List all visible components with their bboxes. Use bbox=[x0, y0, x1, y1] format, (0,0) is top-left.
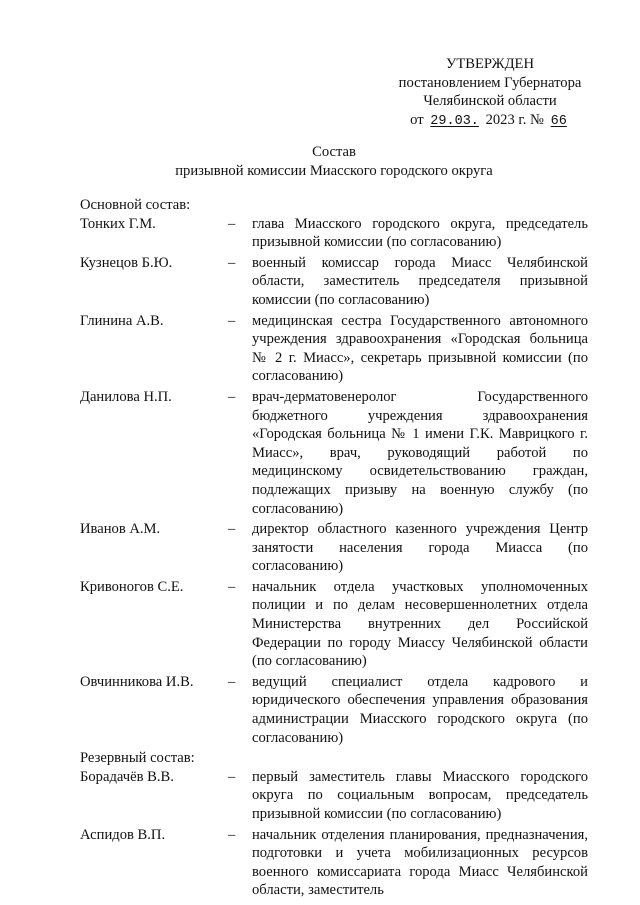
member-name: Кузнецов Б.Ю. bbox=[80, 254, 173, 271]
approval-line-2: Челябинской области bbox=[423, 93, 557, 110]
reserve-members-list bbox=[80, 768, 588, 900]
date-prefix: от bbox=[410, 111, 424, 128]
member-entry bbox=[80, 520, 588, 576]
title-line-2: призывной комиссии Миасского городского округа bbox=[175, 162, 493, 179]
title-line-1: Состав bbox=[312, 144, 356, 160]
reserve-section-heading: Резервный состав: bbox=[80, 750, 195, 767]
member-role: медицинская сестра Государственного автономного учреждения здравоохранения «Городская больница № 2 г. Миасс», секретарь призывной комиссии (по согласованию) bbox=[252, 312, 588, 385]
main-section-heading: Основной состав: bbox=[80, 197, 191, 213]
member-role: врач-дерматовенеролог Государственного бюджетного учреждения здравоохранения «Городская больница № 1 имени Г.К. Маврицкого г. Миасс», врач, руководящий работой по медицинскому освидетельствованию граждан, подлежащих призыву на военную службу (по согласованию) bbox=[252, 388, 588, 517]
dash-separator: – bbox=[228, 388, 236, 405]
dash-separator: – bbox=[228, 768, 236, 785]
member-role: начальник отдела участковых уполномоченных полиции и по делам несовершеннолетних отдела Министерства внутренних дел Российской Федерации по городу Миассу Челябинской области (по согласованию) bbox=[252, 578, 588, 670]
member-entry bbox=[80, 578, 588, 671]
member-role: военный комиссар города Миасс Челябинской области, заместитель председателя призывной комиссии (по согласованию) bbox=[252, 254, 588, 308]
member-name: Данилова Н.П. bbox=[80, 388, 172, 405]
member-entry bbox=[80, 312, 588, 386]
member-name: Иванов А.М. bbox=[80, 521, 161, 538]
member-name: Кривоногов С.Е. bbox=[80, 578, 184, 595]
member-role: глава Миасского городского округа, председатель призывной комиссии (по согласованию) bbox=[252, 215, 588, 251]
member-name: Овчинникова И.В. bbox=[80, 673, 194, 690]
member-role: ведущий специалист отдела кадрового и юридического обеспечения управления образования администрации Миасского городского округа (по согласованию) bbox=[252, 673, 588, 746]
date-value: 29.03. bbox=[430, 113, 479, 129]
year-text: 2023 г. № bbox=[485, 111, 544, 128]
member-entry bbox=[80, 254, 588, 310]
document-title bbox=[80, 143, 588, 180]
member-name: Борадачёв В.В. bbox=[80, 768, 174, 785]
member-name: Тонких Г.М. bbox=[80, 215, 156, 232]
dash-separator: – bbox=[228, 254, 236, 271]
member-name: Аспидов В.П. bbox=[80, 826, 166, 843]
dash-separator: – bbox=[228, 312, 236, 329]
member-entry bbox=[80, 215, 588, 252]
member-entry bbox=[80, 768, 588, 824]
member-entry bbox=[80, 826, 588, 900]
member-role: начальник отделения планирования, предназначения, подготовки и учета мобилизационных ресурсов военного комиссариата города Миасс Челябинской области, заместитель bbox=[252, 826, 588, 899]
dash-separator: – bbox=[228, 578, 236, 595]
approval-date-line bbox=[380, 111, 600, 130]
member-role: первый заместитель главы Миасского городского округа по социальным вопросам, председатель призывной комиссии (по согласованию) bbox=[252, 768, 588, 822]
approval-line-1: постановлением Губернатора bbox=[398, 74, 582, 91]
commission-roster bbox=[80, 196, 588, 902]
dash-separator: – bbox=[228, 673, 236, 690]
dash-separator: – bbox=[228, 215, 236, 232]
member-role: директор областного казенного учреждения Центр занятости населения города Миасса (по согласованию) bbox=[252, 521, 588, 575]
member-entry bbox=[80, 388, 588, 518]
dash-separator: – bbox=[228, 826, 236, 843]
member-name: Глинина А.В. bbox=[80, 312, 164, 329]
member-entry bbox=[80, 673, 588, 747]
approval-heading: УТВЕРЖДЕН bbox=[446, 56, 534, 72]
main-members-list bbox=[80, 215, 588, 748]
decree-number: 66 bbox=[550, 113, 567, 129]
dash-separator: – bbox=[228, 521, 236, 538]
approval-stamp bbox=[380, 55, 600, 129]
